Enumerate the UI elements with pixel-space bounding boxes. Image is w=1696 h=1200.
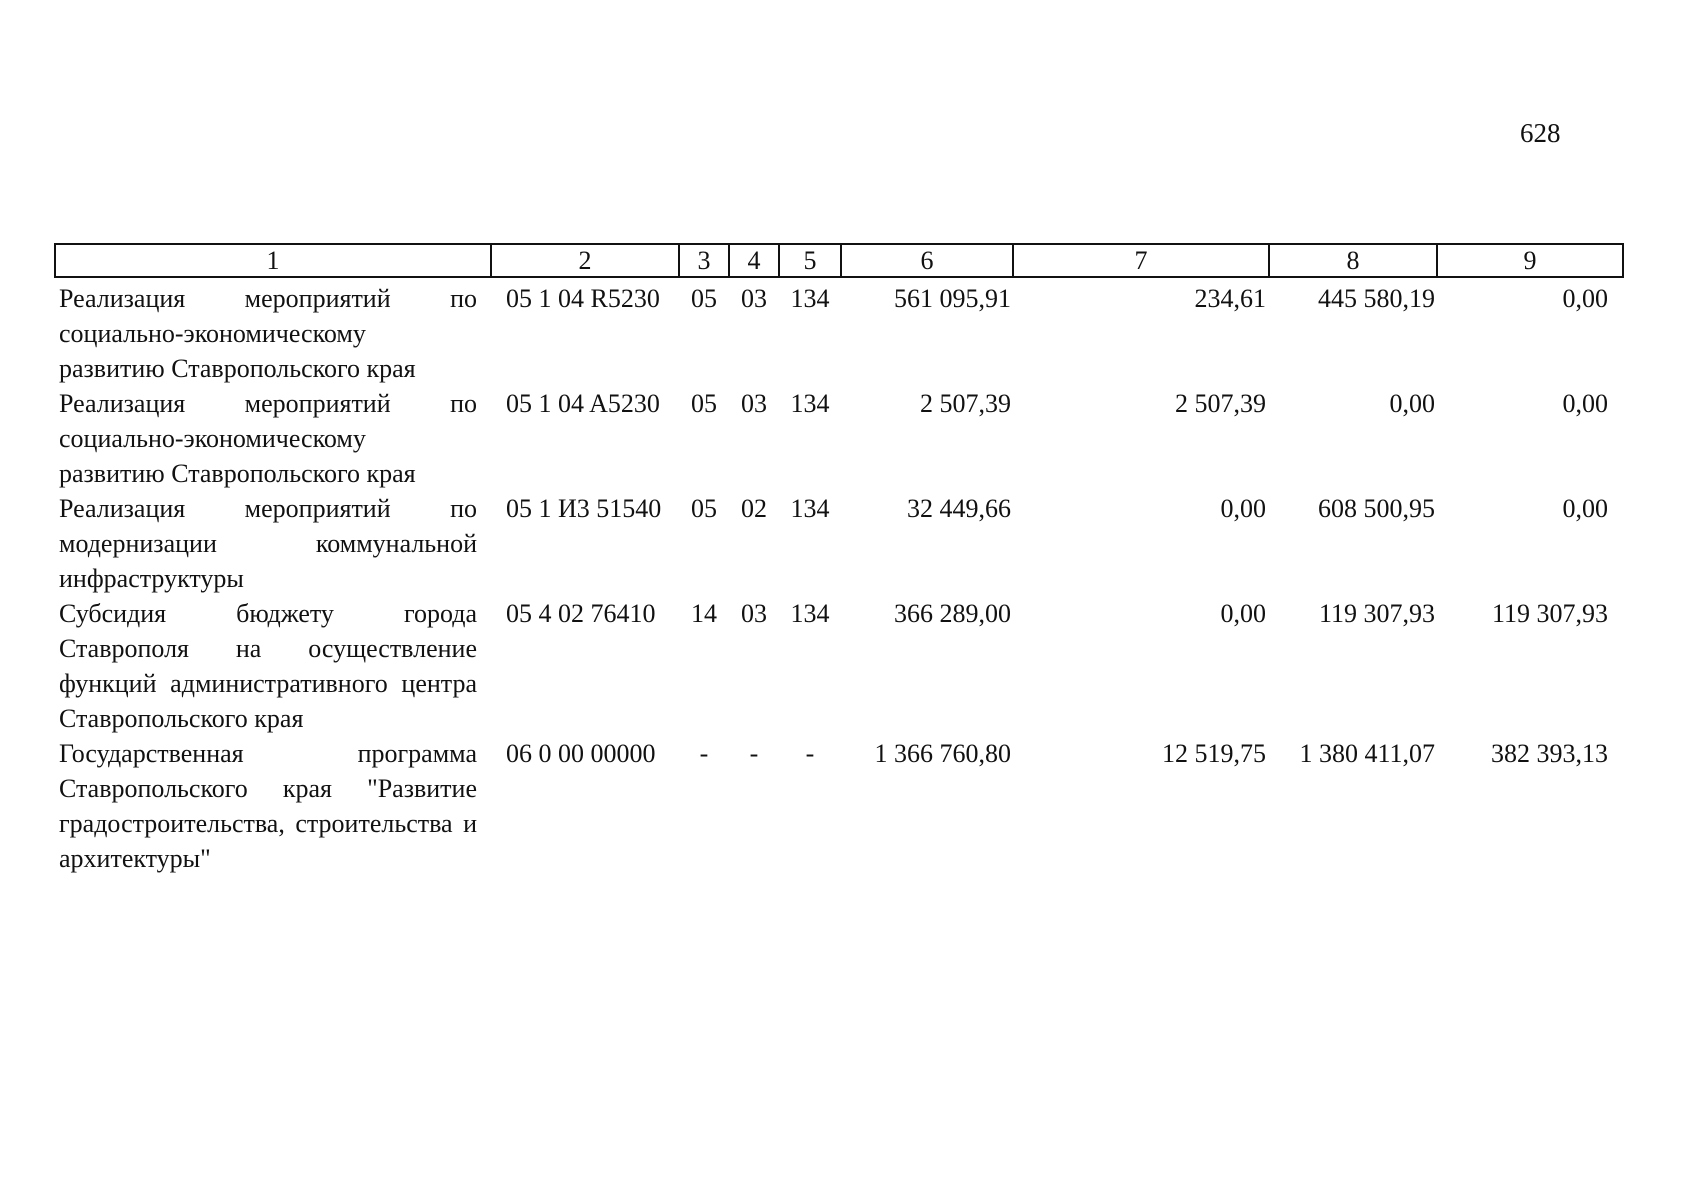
row-col9: 382 393,13 [1491,739,1608,768]
row-col4: 03 [741,284,767,313]
row-col6: 32 449,66 [907,494,1011,523]
row-col8: 0,00 [1389,389,1435,418]
header-cell: 1 [55,244,491,277]
row-col9: 0,00 [1562,284,1608,313]
header-cell: 8 [1269,244,1437,277]
row-code: 05 1 04 A5230 [506,389,660,418]
row-col9: 0,00 [1562,389,1608,418]
row-col8: 1 380 411,07 [1299,739,1435,768]
row-col7: 0,00 [1220,494,1266,523]
row-col7: 12 519,75 [1162,739,1266,768]
budget-table [54,243,1624,876]
row-col9: 119 307,93 [1491,599,1608,628]
row-col5: 134 [790,494,830,523]
row-col6: 561 095,91 [894,284,1011,313]
row-name: Реализация мероприятий по социально-экономическому развитию Ставропольского края [59,389,477,488]
row-col7: 2 507,39 [1175,389,1266,418]
row-code: 05 4 02 76410 [506,599,656,628]
row-col9: 0,00 [1562,494,1608,523]
row-name: Реализация мероприятий по социально-экономическому развитию Ставропольского края [59,284,477,383]
row-col8: 445 580,19 [1318,284,1435,313]
row-col4: 02 [741,494,767,523]
row-col6: 366 289,00 [894,599,1011,628]
row-col6: 1 366 760,80 [874,739,1011,768]
header-cell: 3 [679,244,729,277]
table-row [55,736,1623,876]
table-row [55,277,1623,386]
row-col3: 05 [691,284,717,313]
header-cell: 6 [841,244,1013,277]
header-cell: 9 [1437,244,1623,277]
row-code: 05 1 04 R5230 [506,284,660,313]
table-row [55,596,1623,736]
row-col8: 119 307,93 [1318,599,1435,628]
row-col5: - [805,739,815,768]
row-col3: - [699,739,709,768]
row-col7: 0,00 [1220,599,1266,628]
row-col8: 608 500,95 [1318,494,1435,523]
row-name: Реализация мероприятий по модернизации коммунальной инфраструктуры [59,494,477,593]
row-col4: 03 [741,599,767,628]
row-col6: 2 507,39 [920,389,1011,418]
row-col4: 03 [741,389,767,418]
row-code: 06 0 00 00000 [506,739,656,768]
row-col4: - [749,739,759,768]
page-number: 628 [1520,118,1561,148]
row-col3: 05 [691,389,717,418]
row-name: Субсидия бюджету города Ставрополя на осуществление функций административного центра Ставропольского края [59,599,477,733]
row-code: 05 1 И3 51540 [506,494,662,523]
header-cell: 4 [729,244,779,277]
row-name: Государственная программа Ставропольского края "Развитие градостроительства, строительства и архитектуры" [59,739,477,873]
row-col3: 05 [691,494,717,523]
table-row [55,491,1623,596]
header-cell: 2 [491,244,679,277]
row-col5: 134 [790,389,830,418]
header-cell: 7 [1013,244,1269,277]
table-header-row [55,244,1623,277]
row-col5: 134 [790,599,830,628]
header-cell: 5 [779,244,841,277]
table-row [55,386,1623,491]
row-col3: 14 [691,599,717,628]
row-col7: 234,61 [1194,284,1266,313]
row-col5: 134 [790,284,830,313]
